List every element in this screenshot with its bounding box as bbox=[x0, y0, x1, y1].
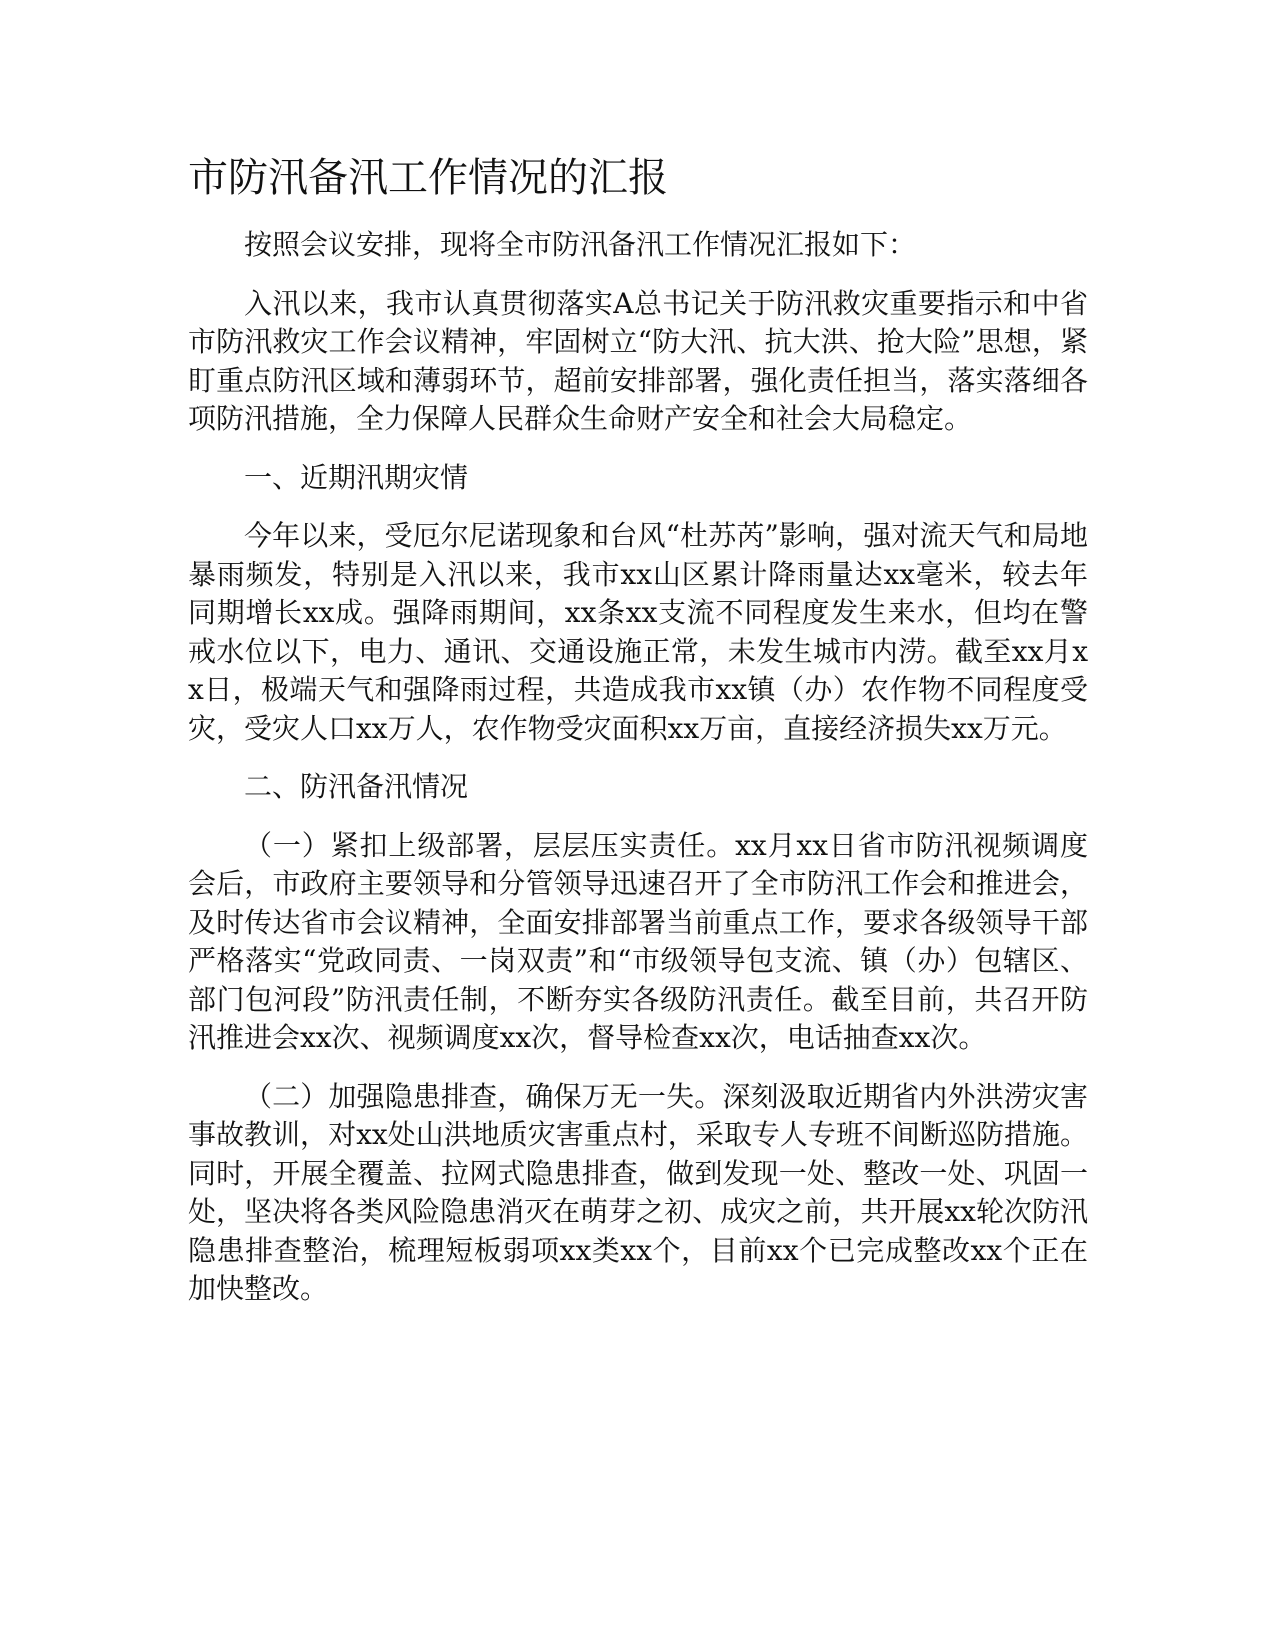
inspection-paragraph: （二）加强隐患排查，确保万无一失。深刻汲取近期省内外洪涝灾害事故教训，对xx处山洪地质灾害重点村，采取专人专班不间断巡防措施。同时，开展全覆盖、拉网式隐患排查，做到发现一处、整改一处、巩固一处，坚决将各类风险隐患消灭在萌芽之初、成灾之前，共开展xx轮次防汛隐患排查整治，梳理短板弱项xx类xx个，目前xx个已完成整改xx个正在加快整改。 bbox=[188, 1079, 1088, 1305]
intro-paragraph: 按照会议安排，现将全市防汛备汛工作情况汇报如下： bbox=[244, 228, 917, 261]
document-page bbox=[188, 150, 1088, 1329]
section-heading-1: 一、近期汛期灾情 bbox=[244, 460, 469, 494]
section-heading-2: 二、防汛备汛情况 bbox=[244, 770, 469, 803]
disaster-paragraph: 今年以来，受厄尔尼诺现象和台风“杜苏芮”影响，强对流天气和局地暴雨频发，特别是入汛以来，我市xx山区累计降雨量达xx毫米，较去年同期增长xx成。强降雨期间，xx条xx支流不同程度发生来水，但均在警戒水位以下，电力、通讯、交通设施正常，未发生城市内涝。截至xx月xx日，极端天气和强降雨过程，共造成我市xx镇（办）农作物不同程度受灾，受灾人口xx万人，农作物受灾面积xx万亩，直接经济损失xx万元。 bbox=[188, 519, 1088, 745]
overview-paragraph: 入汛以来，我市认真贯彻落实A总书记关于防汛救灾重要指示和中省市防汛救灾工作会议精神，牢固树立“防大汛、抗大洪、抢大险”思想，紧盯重点防汛区域和薄弱环节，超前安排部署，强化责任担当，落实落细各项防汛措施，全力保障人民群众生命财产安全和社会大局稳定。 bbox=[188, 286, 1088, 435]
document-title: 市防汛备汛工作情况的汇报 bbox=[188, 155, 668, 201]
responsibility-paragraph: （一）紧扣上级部署，层层压实责任。xx月xx日省市防汛视频调度会后，市政府主要领导和分管领导迅速召开了全市防汛工作会和推进会，及时传达省市会议精神，全面安排部署当前重点工作，要求各级领导干部严格落实“党政同责、一岗双责”和“市级领导包支流、镇（办）包辖区、部门包河段”防汛责任制，不断夯实各级防汛责任。截至目前，共召开防汛推进会xx次、视频调度xx次，督导检查xx次，电话抽查xx次。 bbox=[188, 828, 1088, 1054]
